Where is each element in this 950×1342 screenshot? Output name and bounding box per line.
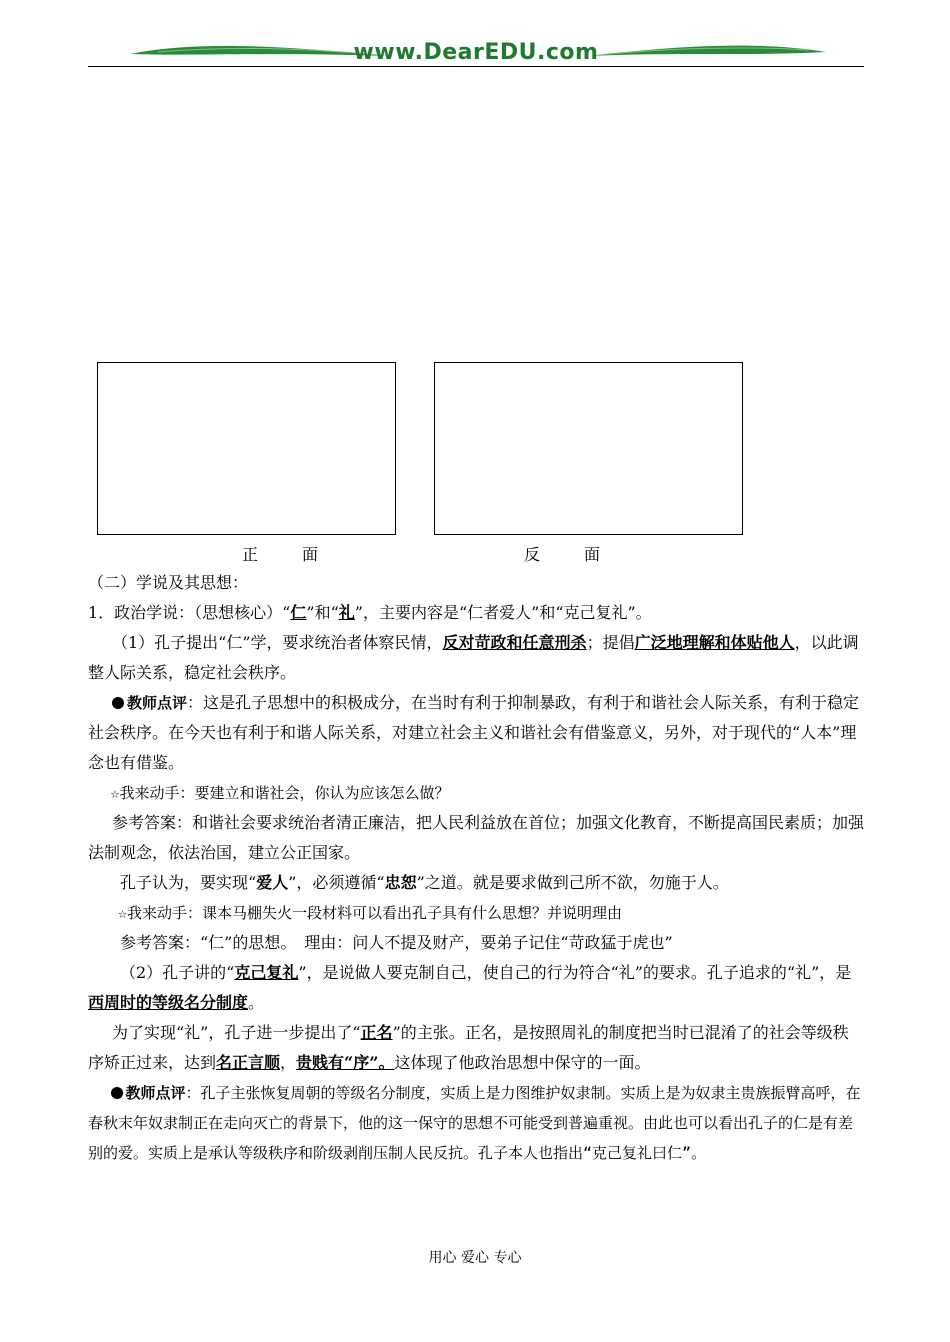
paragraph-ren-teaching: （1）孔子提出“仁”学，要求统治者体察民情，反对苛政和任意刑杀；提倡广泛地理解和体贴他人，以此调整人际关系，稳定社会秩序。 bbox=[88, 633, 859, 682]
keyword-ren: 仁 bbox=[290, 603, 307, 622]
header-rule bbox=[88, 66, 864, 67]
paragraph-keji-fuli: （2）孔子讲的“克己复礼”，是说做人要克制自己，使自己的行为符合“礼”的要求。孔子追求的“礼”，是西周时的等级名分制度。 bbox=[88, 963, 852, 1012]
exercise-question-1: ☆我来动手：要建立和谐社会，你认为应该怎么做？ bbox=[110, 784, 450, 802]
site-logo-text: www.DearEDU.com bbox=[353, 40, 599, 65]
blank-box-front bbox=[97, 362, 396, 535]
exercise-question-2: ☆我来动手：课本马棚失火一段材料可以看出孔子具有什么思想？并说明理由 bbox=[118, 904, 623, 922]
page-footer: 用心 爱心 专心 bbox=[428, 1250, 522, 1266]
paragraph-ai-ren: 孔子认为，要实现“爱人”，必须遵循“忠恕”之道。就是要求做到己所不欲，勿施于人。 bbox=[120, 873, 729, 892]
section-heading: （二）学说及其思想： bbox=[88, 573, 249, 592]
caption-front: 正 面 bbox=[242, 545, 333, 564]
reference-answer-1: 参考答案：和谐社会要求统治者清正廉洁，把人民利益放在首位；加强文化教育，不断提高国民素质；加强法制观念，依法治国，建立公正国家。 bbox=[88, 813, 865, 862]
keyword-li: 礼 bbox=[338, 603, 355, 622]
item-political-doctrine: 1．政治学说：（思想核心）“仁”和“礼”，主要内容是“仁者爱人”和“克己复礼”。 bbox=[88, 603, 652, 622]
teacher-comment-2: 教师点评：孔子主张恢复周朝的等级名分制度，实质上是力图维护奴隶制。实质上是为奴隶主贵族振臂高呼，在春秋末年奴隶制正在走向灭亡的背景下，他的这一保守的思想不可能受到普遍重视。由此也可以看出孔子的仁是有差别的爱。实质上是承认等级秩序和阶级剥削压制人民反抗。孔子本人也指出“克己复礼曰仁”。 bbox=[88, 1084, 861, 1162]
teacher-comment-1: 教师点评：这是孔子思想中的积极成分，在当时有利于抑制暴政，有利于和谐社会人际关系，有利于稳定社会秩序。在今天也有利于和谐人际关系，对建立社会主义和谐社会有借鉴意义，另外，对于现代的“人本”理念也有借鉴。 bbox=[88, 693, 860, 772]
paragraph-zhengming: 为了实现“礼”，孔子进一步提出了“正名”的主张。正名，是按照周礼的制度把当时已混淆了的社会等级秩序矫正过来，达到名正言顺，贵贱有“序”。这体现了他政治思想中保守的一面。 bbox=[88, 1023, 849, 1072]
blank-box-back bbox=[434, 362, 743, 535]
bullet-dot-icon bbox=[111, 1087, 123, 1099]
caption-back: 反 面 bbox=[524, 545, 615, 564]
main-content bbox=[88, 568, 864, 1168]
reference-answer-2: 参考答案：“仁”的思想。 理由：问人不提及财产，要弟子记住“苛政猛于虎也” bbox=[120, 933, 673, 952]
bullet-dot-icon bbox=[112, 697, 124, 709]
